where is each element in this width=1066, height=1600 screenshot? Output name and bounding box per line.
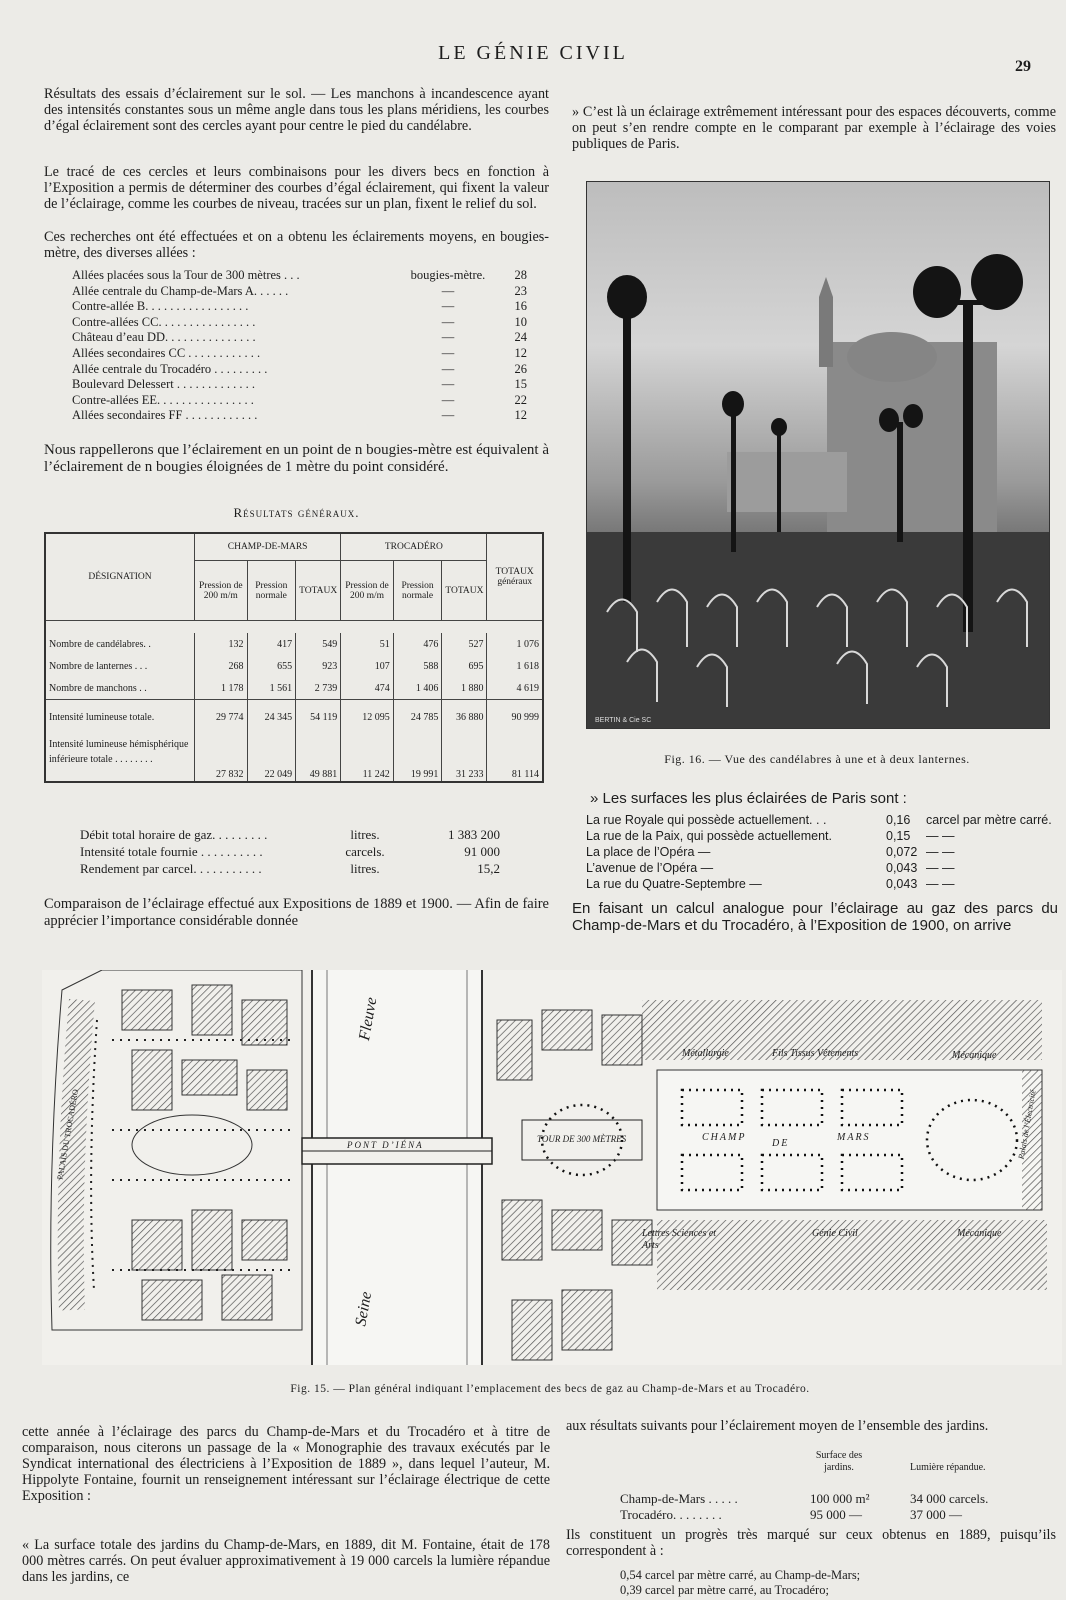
label-seine: Seine bbox=[352, 1290, 376, 1328]
allee-row: Contre-allées CC. . . . . . . . . . . . . . . . — 10 bbox=[72, 314, 527, 329]
allee-row: Contre-allées EE. . . . . . . . . . . . . . . . — 22 bbox=[72, 392, 527, 407]
street-row: La rue de la Paix, qui possède actuellement. 0,15 — — bbox=[586, 829, 955, 843]
table-row: Intensité lumineuse hémisphérique inférieure totale . . . . . . . . 27 832 22 049 49 881 11 242 19 991 31 233 81 114 bbox=[45, 736, 543, 782]
allees-list bbox=[72, 268, 527, 424]
page-number: 29 bbox=[1015, 58, 1031, 75]
street-row: La place de l’Opéra — 0,072 — — bbox=[586, 845, 955, 859]
table-title: Résultats généraux. bbox=[233, 505, 360, 520]
label-pont-iena: PONT D’IÉNA bbox=[347, 1140, 424, 1150]
allee-row: Allées secondaires FF . . . . . . . . . . . . — 12 bbox=[72, 408, 527, 423]
bottom-right-para-1: aux résultats suivants pour l’éclairement moyen de l’ensemble des jardins. bbox=[566, 1418, 989, 1434]
left-para-4: Nous rappellerons que l’éclairement en un point de n bougies-mètre est équivalent à l’éclairement de n bougies éloignées de 1 mètre du point considéré. bbox=[44, 442, 549, 475]
col-pression-normale: Pression normale bbox=[393, 561, 442, 621]
summary-row: Intensité totale fournie . . . . . . . . . . carcels. 91 000 bbox=[80, 844, 500, 859]
label-palais-trocadero: PALAIS DU TROCADÉRO bbox=[55, 1088, 81, 1181]
table-row: Nombre de manchons . . 1 178 1 561 2 739 474 1 406 1 880 4 619 bbox=[45, 677, 543, 700]
right-para-1: » C’est là un éclairage extrêmement intéressant pour des espaces découverts, comme on peut s’en rendre compte en le comparant par exemple à l’éclairage des voies publiques de Paris. bbox=[572, 104, 1056, 152]
col-pression-normale: Pression normale bbox=[247, 561, 296, 621]
fig16-caption: Fig. 16. — Vue des candélabres à une et à deux lanternes. bbox=[664, 752, 970, 766]
col-pression-200: Pression de 200 m/m bbox=[195, 561, 248, 621]
left-para-5: Comparaison de l’éclairage effectué aux Expositions de 1889 et 1900. — Afin de faire apprécier l’importance considérable donnée bbox=[44, 896, 549, 929]
label-genie-civil: Génie Civil bbox=[812, 1228, 858, 1239]
table-row: Intensité lumineuse totale. 29 774 24 345 54 119 12 095 24 785 36 880 90 999 bbox=[45, 700, 543, 736]
col-trocadero: TROCADÉRO bbox=[341, 533, 487, 561]
summary-row: Débit total horaire de gaz. . . . . . . . . litres. 1 383 200 bbox=[80, 827, 500, 842]
table-row: Nombre de lanternes . . . 268 655 923 107 588 695 1 618 bbox=[45, 655, 543, 677]
site-plan bbox=[42, 970, 1062, 1365]
label-mecanique-bot: Mécanique bbox=[957, 1228, 1002, 1239]
gardens-list bbox=[620, 1491, 988, 1523]
right-para-3: En faisant un calcul analogue pour l’éclairage au gaz des parcs du Champ-de-Mars et du Trocadéro, à l’Exposition de 1900, on arrive bbox=[572, 900, 1058, 934]
label-fils-tissus: Fils Tissus Vêtements bbox=[772, 1048, 859, 1059]
results-table bbox=[44, 532, 544, 783]
candelabra-photo bbox=[586, 181, 1050, 729]
label-mars: MARS bbox=[837, 1132, 871, 1143]
streets-list bbox=[586, 812, 1061, 892]
summary-list bbox=[80, 826, 520, 877]
allee-row: Allée centrale du Champ-de-Mars A. . . . . . — 23 bbox=[72, 283, 527, 298]
allee-row: Contre-allée B. . . . . . . . . . . . . . . . . — 16 bbox=[72, 299, 527, 314]
label-metallurgie: Métallurgie bbox=[682, 1048, 729, 1059]
col-champ-de-mars: CHAMP-DE-MARS bbox=[195, 533, 341, 561]
table-row: Nombre de candélabres. . 132 417 549 51 476 527 1 076 bbox=[45, 633, 543, 655]
col-surface-header: Surface des jardins. bbox=[815, 1450, 863, 1473]
label-palais-electricite: Palais de l’Électricité bbox=[1016, 1089, 1038, 1160]
col-totaux-generaux: TOTAUX généraux bbox=[487, 533, 543, 621]
ratio-item: 0,54 carcel par mètre carré, au Champ-de-Mars; bbox=[620, 1568, 861, 1582]
street-row: La rue du Quatre-Septembre — 0,043 — — bbox=[586, 877, 955, 891]
street-row: L’avenue de l’Opéra — 0,043 — — bbox=[586, 861, 955, 875]
col-pression-200: Pression de 200 m/m bbox=[341, 561, 394, 621]
ratio-list bbox=[620, 1568, 860, 1598]
garden-row: Trocadéro. . . . . . . . 95 000 — 37 000 — bbox=[620, 1507, 962, 1522]
bottom-left-para-1: cette année à l’éclairage des parcs du Champ-de-Mars et du Trocadéro et à titre de comparaison, nous citerons un passage de la « Monographie des travaux exécutés par le Syndicat international des électriciens à l’Exposition de 1889 », dans lequel l’auteur, M. Hippolyte Fontaine, fournit un renseignement intéressant sur l’éclairage électrique de cette Exposition : bbox=[22, 1424, 550, 1504]
plan-drawing bbox=[42, 970, 1062, 1365]
label-tour: TOUR DE 300 MÈTRES bbox=[537, 1134, 627, 1144]
photo-credit: BERTIN & Cie SC bbox=[595, 717, 652, 724]
street-row: La rue Royale qui possède actuellement. . . 0,16 carcel par mètre carré. bbox=[586, 813, 1052, 827]
bottom-left-para-2: « La surface totale des jardins du Champ-de-Mars, en 1889, dit M. Fontaine, était de 178 000 mètres carrés. On peut évaluer approximativement à 19 000 carcels la lumière répandue dans les jardins, ce bbox=[22, 1537, 550, 1585]
label-champ: CHAMP bbox=[702, 1132, 747, 1143]
label-de: DE bbox=[772, 1138, 790, 1149]
fig15-caption: Fig. 15. — Plan général indiquant l’emplacement des becs de gaz au Champ-de-Mars et au Trocadéro. bbox=[290, 1383, 810, 1395]
col-totaux: TOTAUX bbox=[296, 561, 341, 621]
col-lumiere-header: Lumière répandue. bbox=[910, 1462, 986, 1473]
allee-row: Château d’eau DD. . . . . . . . . . . . . . . — 24 bbox=[72, 330, 527, 345]
bottom-right-para-2: Ils constituent un progrès très marqué sur ceux obtenus en 1889, puisqu’ils correspondent à : bbox=[566, 1527, 1056, 1559]
journal-title: LE GÉNIE CIVIL bbox=[438, 42, 628, 64]
allee-row: Allées placées sous la Tour de 300 mètres . . . bougies-mètre. 28 bbox=[72, 268, 527, 282]
allee-row: Allées secondaires CC . . . . . . . . . . . . — 12 bbox=[72, 345, 527, 360]
ratio-item: 0,39 carcel par mètre carré, au Trocadéro; bbox=[620, 1583, 829, 1597]
summary-row: Rendement par carcel. . . . . . . . . . . litres. 15,2 bbox=[80, 861, 500, 876]
col-designation: DÉSIGNATION bbox=[45, 533, 195, 621]
allee-row: Allée centrale du Trocadéro . . . . . . . . . — 26 bbox=[72, 361, 527, 376]
photo-illustration bbox=[587, 182, 1049, 728]
allee-row: Boulevard Delessert . . . . . . . . . . . . . — 15 bbox=[72, 377, 527, 392]
col-totaux: TOTAUX bbox=[442, 561, 487, 621]
label-lettres-sciences: Lettres Sciences et Arts bbox=[642, 1228, 717, 1251]
right-para-2: » Les surfaces les plus éclairées de Paris sont : bbox=[590, 790, 907, 807]
left-para-1: Résultats des essais d’éclairement sur le sol. — Les manchons à incandescence ayant des intensités constantes sous un même angle dans tous les plans méridiens, les courbes d’égal éclairement sont des cercles ayant pour centre le pied du candélabre. bbox=[44, 86, 549, 134]
label-mecanique-top: Mécanique bbox=[952, 1050, 997, 1061]
left-para-3: Ces recherches ont été effectuées et on a obtenu les éclairements moyens, en bougies-mètre, des diverses allées : bbox=[44, 229, 549, 261]
left-para-2: Le tracé de ces cercles et leurs combinaisons pour les divers becs en fonction à l’Exposition a permis de déterminer des courbes d’égal éclairement, qui fixent la valeur de l’éclairage, comme les courbes de niveau, tracées sur un plan, fixent le relief du sol. bbox=[44, 164, 549, 212]
label-fleuve: Fleuve bbox=[356, 996, 381, 1042]
garden-row: Champ-de-Mars . . . . . 100 000 m² 34 000 carcels. bbox=[620, 1491, 989, 1506]
